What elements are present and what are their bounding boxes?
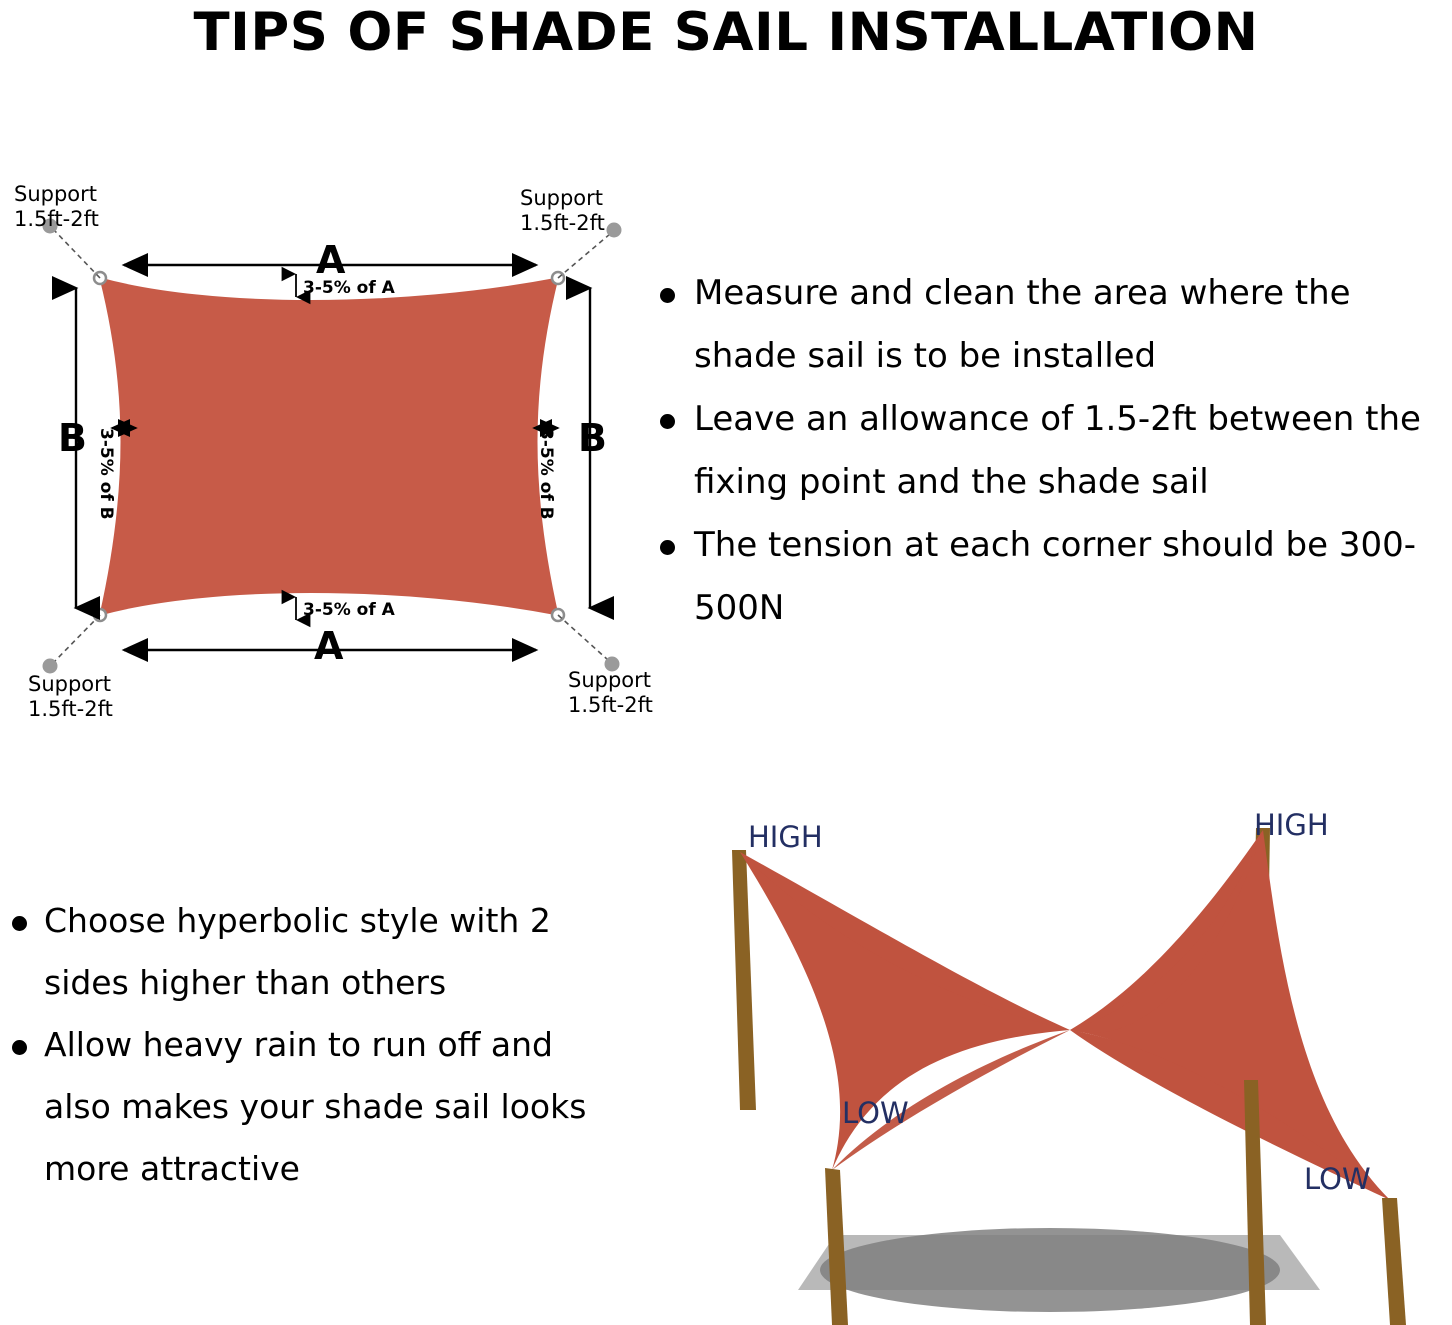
curve-label-b-left: 3-5% of B bbox=[96, 428, 116, 520]
label-high-right: HIGH bbox=[1254, 808, 1329, 842]
hyperbolic-sail-diagram bbox=[620, 780, 1452, 1325]
installation-tips-top bbox=[648, 262, 1452, 640]
installation-tips-bottom bbox=[0, 890, 620, 1200]
list-item: Leave an allowance of 1.5-2ft between the fixing point and the shade sail bbox=[648, 388, 1452, 514]
curve-label-a-bottom: 3-5% of A bbox=[303, 600, 395, 620]
sail-shape bbox=[100, 278, 558, 615]
curve-label-b-right: 3-5% of B bbox=[536, 428, 556, 520]
rectangular-sail-diagram bbox=[0, 160, 660, 730]
pole-high-left bbox=[732, 850, 756, 1110]
list-item: Choose hyperbolic style with 2 sides higher than others bbox=[0, 890, 620, 1014]
support-distance-text: 1.5ft-2ft bbox=[520, 211, 605, 235]
support-line bbox=[54, 615, 100, 662]
page-title: TIPS OF SHADE SAIL INSTALLATION bbox=[193, 2, 1259, 63]
curve-label-a-top: 3-5% of A bbox=[303, 278, 395, 298]
support-label-top-right bbox=[520, 186, 605, 236]
list-item: Allow heavy rain to run off and also makes your shade sail looks more attractive bbox=[0, 1014, 620, 1200]
support-label-bottom-left bbox=[28, 672, 113, 722]
support-text: Support bbox=[520, 186, 604, 210]
label-a-top: A bbox=[316, 238, 346, 282]
support-distance-text: 1.5ft-2ft bbox=[568, 693, 653, 717]
ground-shadow-2 bbox=[798, 1235, 1320, 1290]
label-b-left: B bbox=[58, 416, 87, 460]
support-line bbox=[54, 230, 100, 278]
support-line bbox=[558, 615, 608, 660]
pole-low-right bbox=[1382, 1198, 1406, 1325]
label-high-left: HIGH bbox=[748, 820, 823, 854]
list-item: Measure and clean the area where the shade sail is to be installed bbox=[648, 262, 1452, 388]
support-point bbox=[607, 223, 622, 238]
support-distance-text: 1.5ft-2ft bbox=[14, 207, 99, 231]
support-text: Support bbox=[14, 182, 98, 206]
label-low-left: LOW bbox=[842, 1096, 909, 1130]
support-label-bottom-right bbox=[568, 668, 653, 718]
support-line bbox=[558, 234, 610, 278]
support-distance-text: 1.5ft-2ft bbox=[28, 697, 113, 721]
support-label-top-left bbox=[14, 182, 99, 232]
support-text: Support bbox=[568, 668, 652, 692]
list-item: The tension at each corner should be 300-500N bbox=[648, 514, 1452, 640]
label-low-right: LOW bbox=[1304, 1162, 1371, 1196]
label-a-bottom: A bbox=[314, 624, 344, 668]
support-text: Support bbox=[28, 672, 112, 696]
label-b-right: B bbox=[578, 416, 607, 460]
